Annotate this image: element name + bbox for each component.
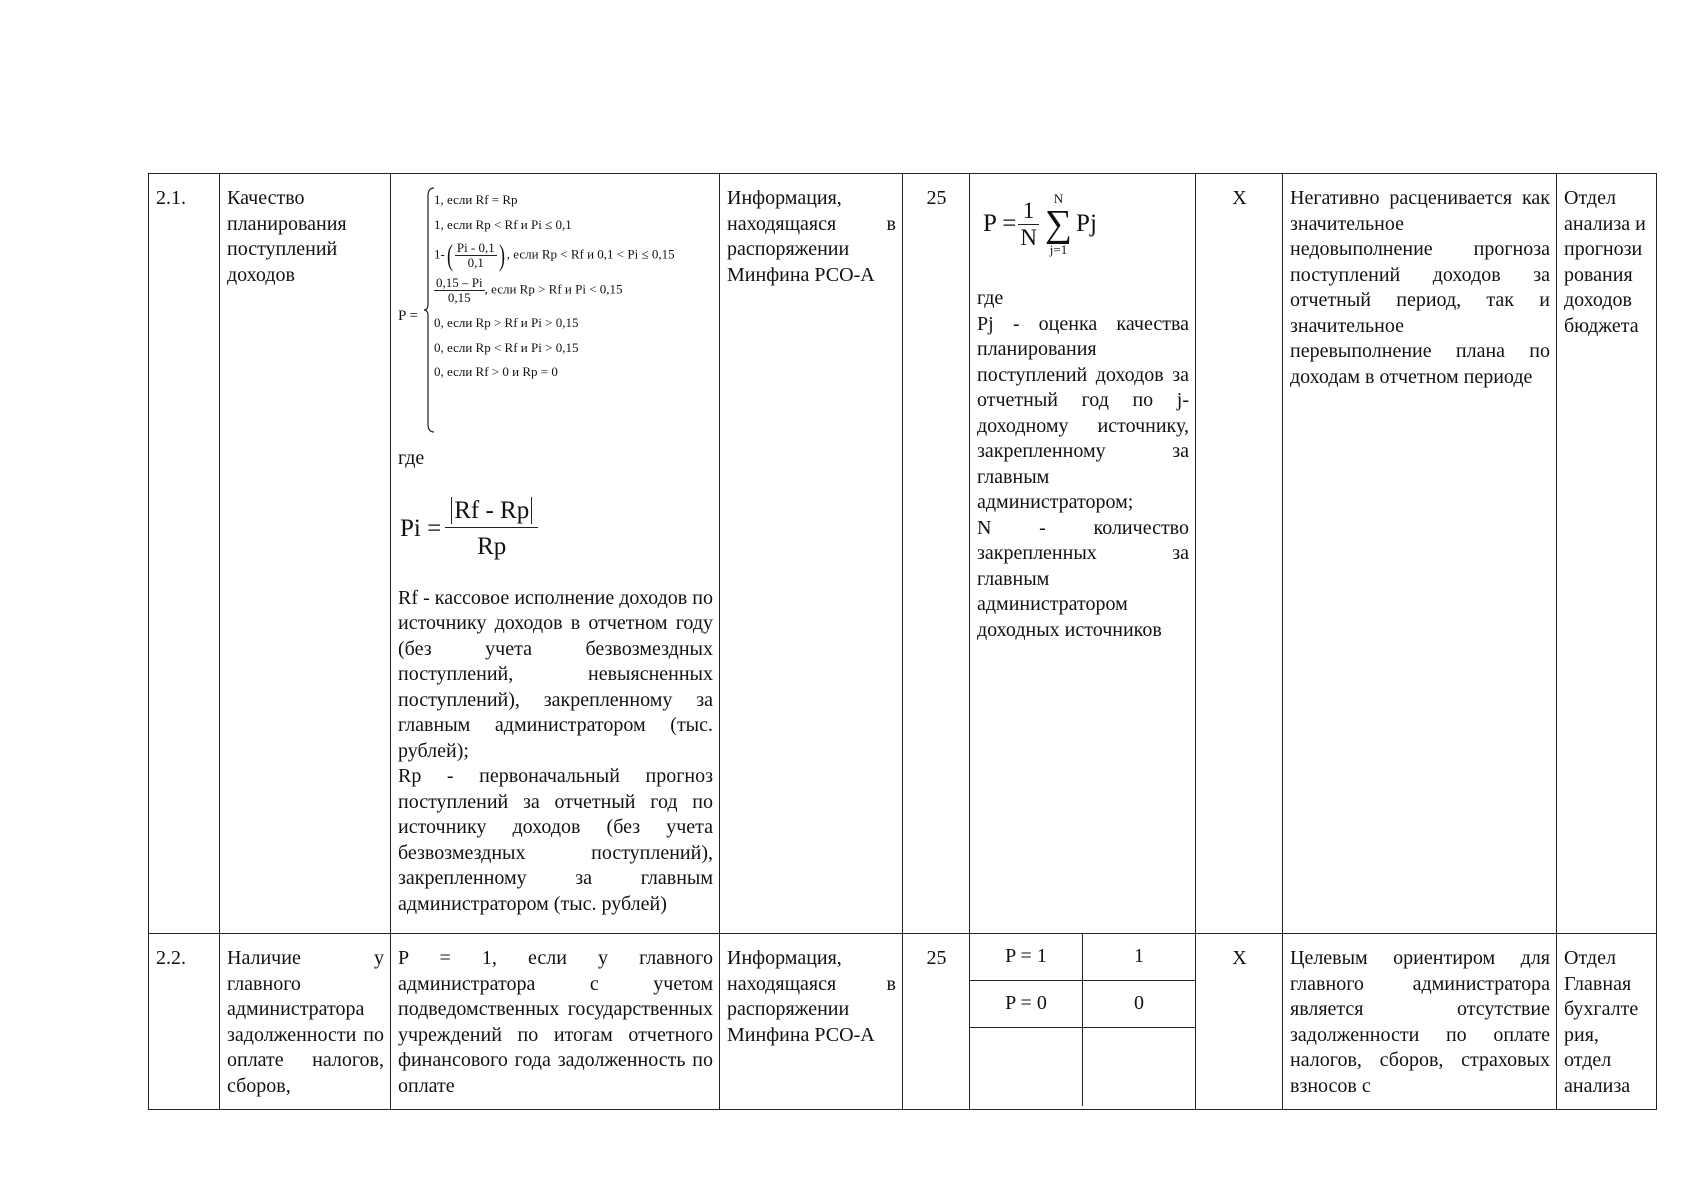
comment-cell: Негативно расценивается как значительное недовыполнение прогноза поступлений доходов за отчетный период, так и значительное перевыполнение плана по доходам в отчетном периоде (1283, 174, 1557, 934)
pi-formula (400, 498, 713, 560)
sigma-icon: N ∑ j=1 (1044, 191, 1073, 257)
formula-case: 1, если Rf = Rp (434, 192, 518, 207)
formula-description (398, 586, 713, 918)
score-row (970, 981, 1195, 1028)
where-label: где (977, 287, 1004, 309)
description-paragraph: N - количество закрепленных за главным администратором доходных источников (977, 516, 1189, 641)
aggregate-formula-cell (970, 174, 1196, 934)
calculation-formula-cell (391, 174, 720, 934)
piecewise-formula (398, 186, 713, 446)
pi-lhs: Pi = (400, 514, 442, 542)
formula-case: 0, если Rp < Rf и Pi > 0,15 (434, 339, 579, 355)
formula-lhs: P = (398, 308, 418, 324)
pi-numerator: Rf - Rp (451, 497, 532, 524)
row-number: 2.1. (149, 174, 220, 934)
pi-denominator: Rp (477, 533, 507, 560)
score-row (970, 934, 1195, 981)
fraction: $\frac{Pi - 0,1}{0,1}$ (456, 240, 495, 270)
description-paragraph: Rf - кассовое исполнение доходов по источнику доходов в отчетном году (без учета безвозмездных поступлений, невыясненных поступлений), закрепленному за главным администратором (тыс. рублей); (398, 586, 713, 762)
formula-cases (434, 188, 675, 385)
table-row (149, 174, 1657, 934)
fraction: $\frac{0,15 - Pi}{0,15}$ (436, 275, 483, 305)
sum-term: Pj (1076, 210, 1097, 238)
indicator-name: Наличие у главного администратора задолженности по оплате налогов, сборов, (220, 934, 391, 1110)
mark-cell: X (1196, 174, 1283, 934)
where-label: где (398, 447, 425, 469)
description-paragraph: Rp - первоначальный прогноз поступлений за отчетный год по источнику доходов (без учета безвозмездных поступлений), закрепленному за главным администратором (тыс. рублей) (398, 765, 713, 915)
fraction: $\frac{1}{N}$ (1020, 198, 1037, 250)
fraction (445, 498, 538, 560)
data-source: Информация, находящаяся в распоряжении Минфина РСО-А (720, 934, 903, 1110)
score-condition: P = 0 (970, 981, 1083, 1028)
indicator-name: Качество планирования поступлений доходов (220, 174, 391, 934)
formula-case: 0, если Rp > Rf и Pi > 0,15 (434, 315, 579, 330)
weight-value: 25 (903, 934, 970, 1110)
scores-cell (970, 934, 1196, 1110)
formula-case: 1-( $\frac{Pi - 0,1}{0,1}$ ) , если Rp < Rf и 0,1 < Pi ≤ 0,15 (434, 238, 675, 272)
score-condition: P = 1 (970, 934, 1083, 981)
calculation-formula-cell: P = 1, если у главного администратора с учетом подведомственных государственных учреждений по итогам отчетного финансового года задолженность по оплате (391, 934, 720, 1110)
mark-cell: X (1196, 934, 1283, 1110)
sum-lhs: P = (983, 210, 1017, 238)
indicators-table (148, 173, 1657, 1110)
responsible-cell: Отдел Главная бухгалте рия, отдел анализа (1557, 934, 1657, 1110)
comment-cell: Целевым ориентиром для главного администратора является отсутствие задолженности по оплате налогов, сборов, страховых взносов с (1283, 934, 1557, 1110)
table-row (149, 934, 1657, 1110)
score-value: 1 (1083, 934, 1196, 981)
scores-table (970, 934, 1195, 1106)
formula-case: 1, если Rp < Rf и Pi ≤ 0,1 (434, 216, 572, 232)
score-value: 0 (1083, 981, 1196, 1028)
sum-formula (983, 192, 1189, 256)
formula-case: $\frac{0,15 - Pi}{0,15}$ , если Rp > Rf и Pi < 0,15 (436, 275, 623, 305)
formula-case: 0, если Rf > 0 и Rp = 0 (434, 364, 558, 379)
row-number: 2.2. (149, 934, 220, 1110)
weight-value: 25 (903, 174, 970, 934)
data-source: Информация, находящаяся в распоряжении Минфина РСО-А (720, 174, 903, 934)
description-paragraph: Pj - оценка качества планирования поступлений доходов за отчетный год по j-доходному источнику, закрепленному за главным администратором; (977, 312, 1189, 513)
aggregate-description (977, 312, 1189, 644)
responsible-cell: Отдел анализа и прогнози рования доходов бюджета (1557, 174, 1657, 934)
